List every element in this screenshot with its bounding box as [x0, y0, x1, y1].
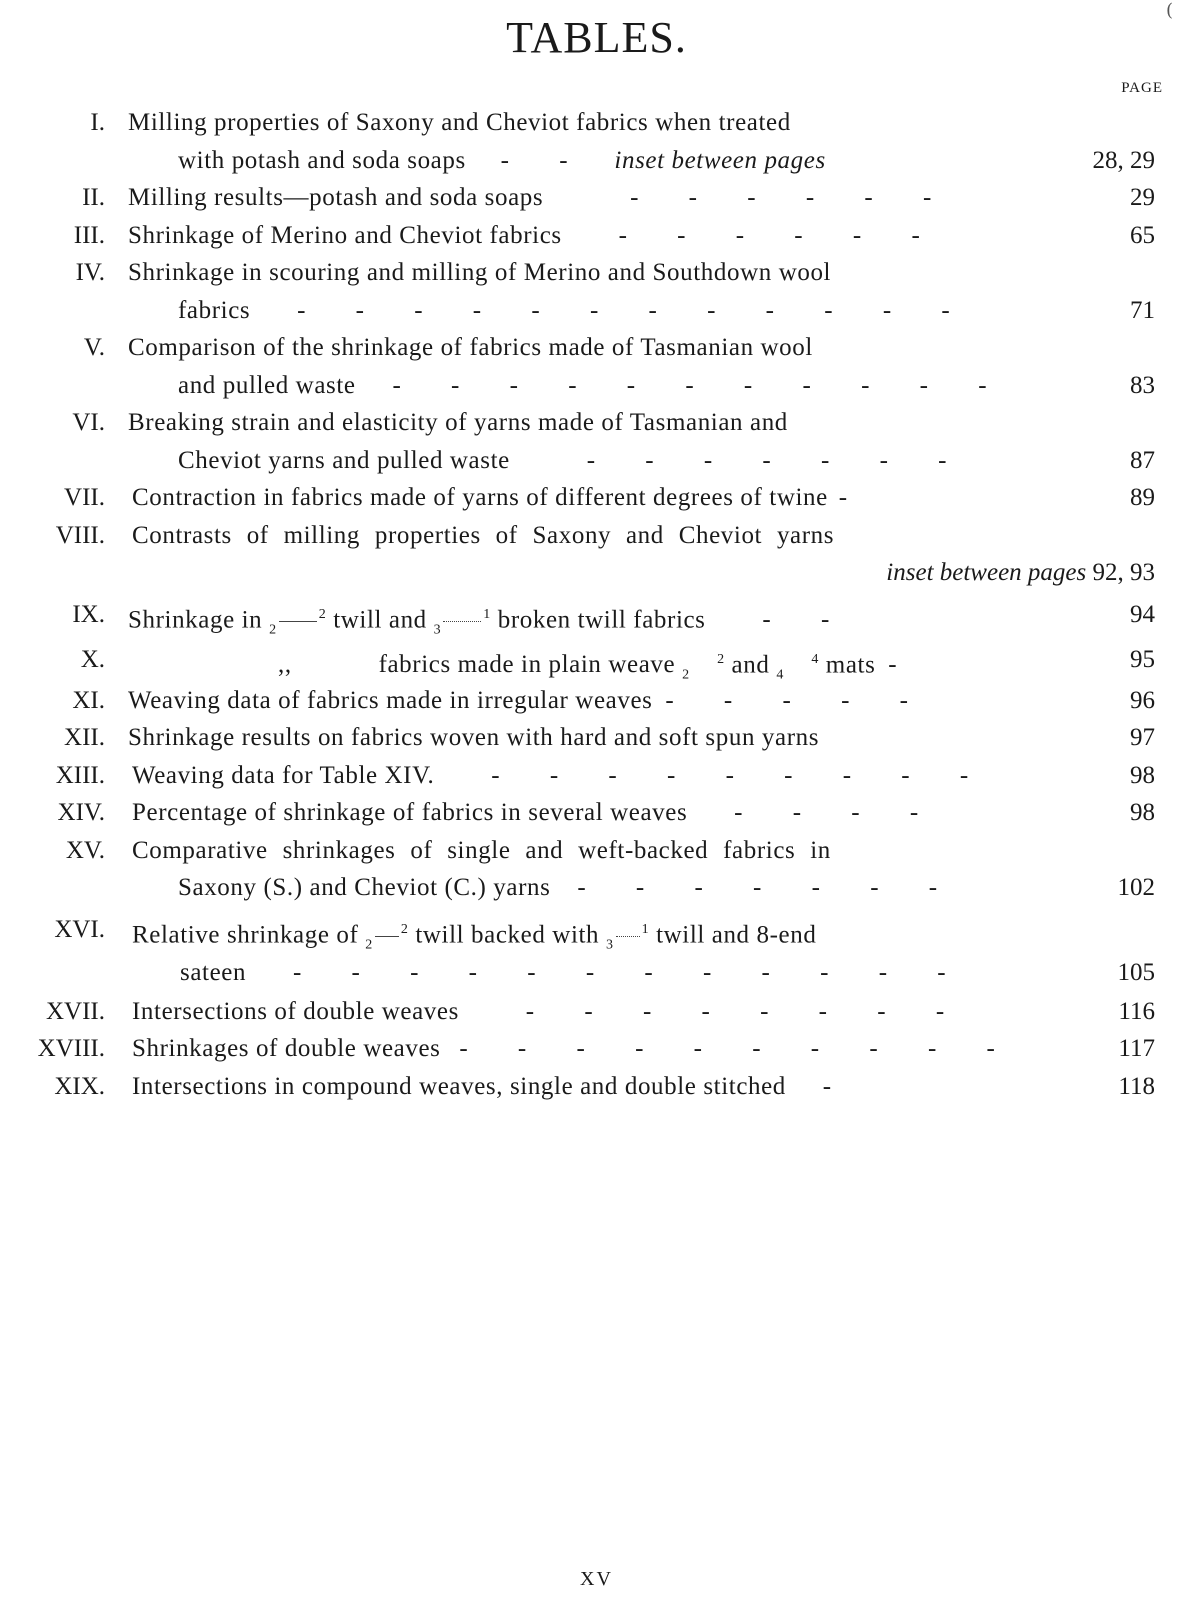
toc-entry-i — [0, 104, 1193, 142]
leader-dots: - - - - - - - — [577, 874, 960, 901]
entry-page: 89 — [1130, 484, 1155, 511]
entry-number: XVIII. — [37, 1035, 105, 1062]
leader-dots: - - - - — [734, 799, 941, 826]
leader-dots: - - - - - — [665, 686, 930, 714]
toc-entry-xvii — [0, 993, 1193, 1031]
ditto-mark: ,, — [278, 650, 292, 678]
weave-sup: 2 — [717, 651, 725, 667]
entry-number: V. — [83, 334, 105, 361]
entry-page: 65 — [1130, 221, 1155, 249]
entry-page: 71 — [1130, 296, 1155, 324]
weave-sup: 1 — [641, 921, 650, 937]
entry-title-cont: with potash and soda soaps — [178, 146, 466, 174]
entry-page: 105 — [1117, 958, 1155, 986]
leader-dots: - - - - - - - - - - - - — [297, 296, 972, 324]
entry-title: twill backed with — [415, 920, 600, 948]
leader-dots: - - - - - - - - - - — [459, 1035, 1017, 1062]
toc-entry-xv-cont — [0, 869, 1193, 907]
entry-title-cont: fabrics — [178, 296, 251, 324]
entry-page: 94 — [1130, 600, 1155, 628]
entry-number: XIII. — [55, 761, 105, 789]
toc-entry-viii-cont — [0, 554, 1193, 592]
entry-note: inset between pages — [614, 146, 826, 174]
entry-title: Shrinkages of double weaves — [132, 1035, 441, 1062]
weave-sub: 2 — [682, 666, 690, 682]
page-number: XV — [580, 1568, 613, 1590]
entry-number: VI. — [72, 409, 105, 436]
entry-number: VIII. — [55, 521, 105, 549]
entry-number: XII. — [64, 724, 105, 751]
toc-entry-v-cont — [0, 367, 1193, 405]
weave-rule — [375, 936, 399, 937]
toc-entry-xviii — [0, 1030, 1193, 1068]
entry-note: inset between pages — [886, 559, 1087, 586]
entry-title: Shrinkage in — [128, 605, 263, 633]
toc-entry-ix — [0, 592, 1193, 638]
entry-title: Weaving data for Table XIV. — [132, 761, 435, 789]
entry-page: 118 — [1118, 1072, 1155, 1100]
leader-dots: - - - - - - - - — [525, 997, 967, 1025]
weave-sub: 2 — [269, 621, 277, 637]
entry-number: III. — [73, 221, 105, 249]
leader-dots: - - — [500, 146, 590, 174]
weave-sub: 3 — [433, 621, 442, 637]
leader-dots: - — [838, 484, 870, 511]
entry-title: Contraction in fabrics made of yarns of different degrees of twine — [132, 484, 828, 511]
toc-entry-v — [0, 329, 1193, 367]
leader-dots: - - - - - - - — [586, 446, 969, 474]
weave-rule — [616, 936, 640, 937]
toc-entry-xi — [0, 682, 1193, 720]
toc-entry-i-cont — [0, 142, 1193, 180]
entry-page: 102 — [1117, 874, 1155, 901]
table-list — [0, 104, 1193, 1105]
entry-title: Relative shrinkage of — [132, 920, 359, 948]
toc-entry-xvi-cont — [0, 953, 1193, 993]
toc-entry-ii — [0, 179, 1193, 217]
toc-entry-x — [0, 638, 1193, 682]
entry-number: I. — [90, 109, 105, 136]
leader-dots: - - - - - - — [618, 221, 942, 249]
entry-title: Comparative shrinkages of single and weft-backed fabrics in — [132, 836, 831, 864]
entry-page: 97 — [1130, 724, 1155, 751]
toc-entry-iv — [0, 254, 1193, 292]
entry-title: twill and — [333, 605, 427, 633]
entry-title-cont: Cheviot yarns and pulled waste — [178, 446, 510, 474]
weave-rule — [279, 621, 317, 622]
entry-number: XIX. — [54, 1072, 105, 1100]
entry-title: Milling results—potash and soda soaps — [128, 184, 544, 211]
toc-entry-xiv — [0, 794, 1193, 832]
weave-sup: 1 — [483, 606, 491, 622]
toc-entry-vi-cont — [0, 442, 1193, 480]
entry-title: Intersections in compound weaves, single and double stitched — [132, 1072, 786, 1100]
leader-dots: - - - - - - - - - - - - — [292, 958, 968, 986]
toc-entry-iii — [0, 217, 1193, 255]
entry-title: Weaving data of fabrics made in irregular weaves — [128, 686, 653, 714]
weave-sup: 2 — [318, 606, 327, 622]
entry-title: fabrics made in plain weave — [378, 650, 676, 678]
entry-title: Shrinkage results on fabrics woven with hard and soft spun yarns — [128, 724, 820, 751]
entry-page: 98 — [1130, 799, 1155, 826]
entry-title: twill and 8-end — [656, 920, 817, 948]
entry-title: Milling properties of Saxony and Cheviot fabrics when treated — [128, 109, 791, 136]
toc-entry-viii — [0, 517, 1193, 555]
toc-entry-xiii — [0, 757, 1193, 795]
entry-page: 29 — [1130, 184, 1155, 211]
leader-dots: - - - - - - - - - — [491, 761, 991, 789]
entry-number: II. — [82, 184, 105, 211]
entry-title: mats — [825, 650, 876, 678]
entry-page: 87 — [1130, 446, 1155, 474]
entry-page: 83 — [1130, 371, 1155, 399]
entry-title-cont: and pulled waste — [178, 371, 356, 399]
entry-number: XVI. — [54, 915, 105, 943]
entry-title-cont: sateen — [180, 958, 247, 986]
leader-dots: - — [888, 650, 919, 678]
toc-entry-xvi — [0, 907, 1193, 953]
page-title: TABLES. — [506, 13, 687, 62]
toc-entry-xix — [0, 1068, 1193, 1106]
entry-number: IX. — [72, 600, 105, 628]
entry-title: Intersections of double weaves — [132, 997, 459, 1025]
entry-title: Percentage of shrinkage of fabrics in several weaves — [132, 799, 688, 826]
entry-title-cont: Saxony (S.) and Cheviot (C.) yarns — [178, 874, 551, 901]
weave-sub: 3 — [606, 936, 614, 952]
toc-entry-vii — [0, 479, 1193, 517]
toc-entry-iv-cont — [0, 292, 1193, 330]
entry-page: 98 — [1130, 761, 1155, 789]
toc-entry-xv — [0, 832, 1193, 870]
entry-title: Comparison of the shrinkage of fabrics made of Tasmanian wool — [128, 334, 813, 361]
entry-title: Shrinkage of Merino and Cheviot fabrics — [128, 221, 562, 249]
weave-sup: 2 — [400, 921, 409, 937]
entry-title: Contrasts of milling properties of Saxony and Cheviot yarns — [132, 521, 835, 549]
toc-entry-xii — [0, 719, 1193, 757]
entry-page: 92, 93 — [1092, 559, 1155, 586]
weave-rule — [443, 621, 481, 622]
entry-page: 28, 29 — [1092, 146, 1155, 174]
toc-entry-vi — [0, 404, 1193, 442]
entry-title: broken twill fabrics — [497, 605, 706, 633]
leader-dots: - - - - - - — [630, 184, 954, 211]
weave-sup: 4 — [811, 651, 819, 667]
weave-sub: 4 — [776, 666, 784, 682]
entry-page: 116 — [1118, 997, 1155, 1025]
entry-number: XIV. — [57, 799, 105, 826]
entry-number: VII. — [64, 484, 105, 511]
entry-page: 95 — [1130, 645, 1155, 673]
entry-page: 96 — [1130, 686, 1155, 714]
entry-page: 117 — [1118, 1035, 1155, 1062]
entry-number: IV. — [75, 259, 105, 286]
entry-title: Shrinkage in scouring and milling of Merino and Southdown wool — [128, 259, 832, 286]
leader-dots: - - — [762, 605, 852, 633]
weave-sub: 2 — [365, 936, 373, 952]
entry-number: X. — [80, 645, 105, 673]
entry-title: and — [731, 650, 770, 678]
entry-number: XI. — [72, 686, 105, 714]
leader-dots: - — [822, 1072, 854, 1100]
entry-number: XV. — [65, 836, 105, 864]
entry-number: XVII. — [45, 997, 105, 1025]
entry-title: Breaking strain and elasticity of yarns made of Tasmanian and — [128, 409, 788, 436]
page-column-header: PAGE — [1121, 80, 1163, 96]
leader-dots: - - - - - - - - - - - — [392, 371, 1009, 399]
corner-mark: ( — [1165, 0, 1173, 21]
